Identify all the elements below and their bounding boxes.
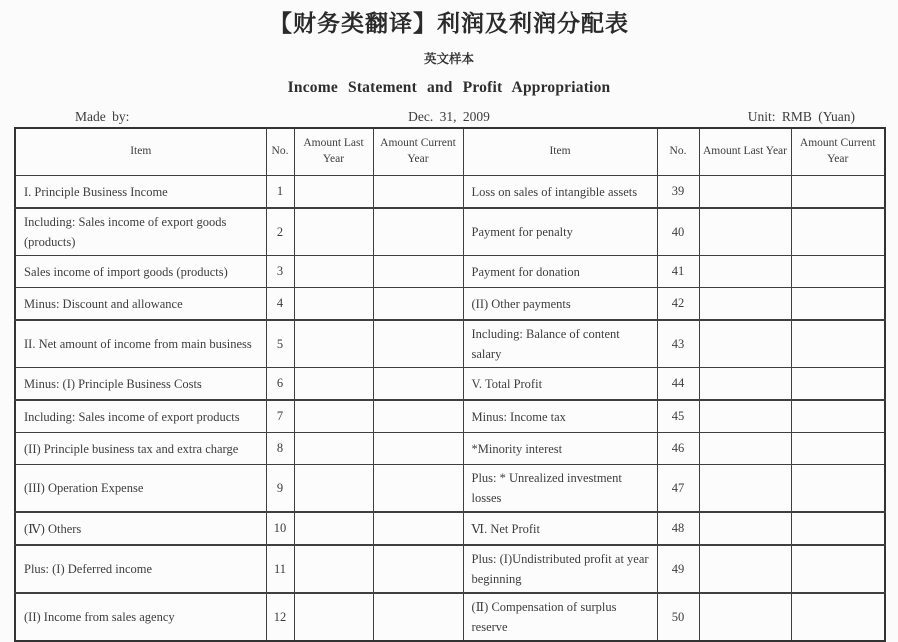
table-row <box>15 288 885 321</box>
item-cell-left: Including: Sales income of export products <box>15 400 266 433</box>
amount-current-cell-right <box>791 256 885 288</box>
amount-last-cell-right <box>699 176 791 209</box>
income-statement-table <box>14 127 886 642</box>
no-cell-left: 1 <box>266 176 294 209</box>
no-cell-right: 47 <box>657 465 699 513</box>
amount-current-cell-right <box>791 512 885 545</box>
amount-last-cell-left <box>294 512 373 545</box>
table-row <box>15 256 885 288</box>
item-cell-right: Loss on sales of intangible assets <box>463 176 657 209</box>
no-cell-left: 6 <box>266 368 294 401</box>
item-cell-left: Minus: Discount and allowance <box>15 288 266 321</box>
amount-last-cell-right <box>699 593 791 641</box>
page-title-english: Income Statement and Profit Appropriation <box>287 79 611 96</box>
table-row <box>15 400 885 433</box>
table-row <box>15 593 885 641</box>
column-header-amount-last-right: Amount Last Year <box>699 128 791 176</box>
item-cell-right: Payment for donation <box>463 256 657 288</box>
item-cell-left: (II) Principle business tax and extra charge <box>15 433 266 465</box>
item-cell-left: Plus: (I) Deferred income <box>15 545 266 593</box>
item-cell-right: (II) Other payments <box>463 288 657 321</box>
amount-current-cell-right <box>791 433 885 465</box>
table-header <box>15 128 885 176</box>
amount-current-cell-left <box>373 433 463 465</box>
amount-current-cell-left <box>373 545 463 593</box>
no-cell-right: 39 <box>657 176 699 209</box>
made-by-label: Made by: <box>75 109 130 124</box>
amount-current-cell-left <box>373 320 463 368</box>
amount-current-cell-right <box>791 368 885 401</box>
amount-last-cell-left <box>294 208 373 256</box>
amount-current-cell-right <box>791 545 885 593</box>
column-header-item-right: Item <box>463 128 657 176</box>
column-header-amount-last-left: Amount Last Year <box>294 128 373 176</box>
column-header-amount-current-right: Amount Current Year <box>791 128 885 176</box>
item-cell-right: Ⅵ. Net Profit <box>463 512 657 545</box>
no-cell-left: 11 <box>266 545 294 593</box>
item-cell-right: (Ⅱ) Compensation of surplus reserve <box>463 593 657 641</box>
item-cell-right: *Minority interest <box>463 433 657 465</box>
amount-last-cell-right <box>699 545 791 593</box>
item-cell-left: (II) Income from sales agency <box>15 593 266 641</box>
no-cell-right: 40 <box>657 208 699 256</box>
page-subtitle-chinese: 英文样本 <box>423 52 474 66</box>
amount-current-cell-right <box>791 400 885 433</box>
item-cell-right: Minus: Income tax <box>463 400 657 433</box>
no-cell-right: 44 <box>657 368 699 401</box>
amount-current-cell-left <box>373 512 463 545</box>
document-page <box>0 5 898 634</box>
item-cell-left: Including: Sales income of export goods (products) <box>15 208 266 256</box>
no-cell-left: 4 <box>266 288 294 321</box>
table-row <box>15 433 885 465</box>
no-cell-right: 43 <box>657 320 699 368</box>
item-cell-left: Minus: (I) Principle Business Costs <box>15 368 266 401</box>
amount-current-cell-left <box>373 465 463 513</box>
no-cell-right: 46 <box>657 433 699 465</box>
amount-last-cell-right <box>699 288 791 321</box>
amount-last-cell-right <box>699 465 791 513</box>
table-row <box>15 465 885 513</box>
amount-last-cell-right <box>699 433 791 465</box>
table-row <box>15 512 885 545</box>
amount-last-cell-right <box>699 400 791 433</box>
amount-current-cell-left <box>373 400 463 433</box>
table-row <box>15 176 885 209</box>
amount-current-cell-left <box>373 368 463 401</box>
amount-last-cell-right <box>699 320 791 368</box>
amount-last-cell-left <box>294 465 373 513</box>
statement-date: Dec. 31, 2009 <box>408 109 490 124</box>
table-meta-row <box>0 109 898 127</box>
column-header-amount-current-left: Amount Current Year <box>373 128 463 176</box>
amount-last-cell-right <box>699 512 791 545</box>
table-row <box>15 368 885 401</box>
amount-last-cell-left <box>294 288 373 321</box>
amount-current-cell-right <box>791 593 885 641</box>
no-cell-right: 48 <box>657 512 699 545</box>
amount-current-cell-left <box>373 288 463 321</box>
amount-last-cell-left <box>294 545 373 593</box>
no-cell-right: 49 <box>657 545 699 593</box>
amount-current-cell-right <box>791 208 885 256</box>
item-cell-right: Payment for penalty <box>463 208 657 256</box>
no-cell-left: 3 <box>266 256 294 288</box>
amount-current-cell-right <box>791 465 885 513</box>
no-cell-right: 50 <box>657 593 699 641</box>
amount-last-cell-right <box>699 256 791 288</box>
amount-last-cell-left <box>294 593 373 641</box>
amount-current-cell-left <box>373 176 463 209</box>
no-cell-left: 10 <box>266 512 294 545</box>
amount-last-cell-left <box>294 320 373 368</box>
amount-current-cell-left <box>373 256 463 288</box>
item-cell-left: (Ⅳ) Others <box>15 512 266 545</box>
item-cell-left: II. Net amount of income from main business <box>15 320 266 368</box>
column-header-item-left: Item <box>15 128 266 176</box>
amount-current-cell-right <box>791 320 885 368</box>
item-cell-right: Plus: (I)Undistributed profit at year beginning <box>463 545 657 593</box>
no-cell-right: 41 <box>657 256 699 288</box>
amount-last-cell-right <box>699 368 791 401</box>
table-row <box>15 208 885 256</box>
amount-last-cell-right <box>699 208 791 256</box>
table-body <box>15 176 885 642</box>
amount-current-cell-left <box>373 208 463 256</box>
currency-unit-label: Unit: RMB (Yuan) <box>747 109 855 124</box>
column-header-no-left: No. <box>266 128 294 176</box>
item-cell-right: V. Total Profit <box>463 368 657 401</box>
amount-current-cell-right <box>791 176 885 209</box>
header-row <box>15 128 885 176</box>
amount-current-cell-right <box>791 288 885 321</box>
item-cell-left: (III) Operation Expense <box>15 465 266 513</box>
no-cell-left: 12 <box>266 593 294 641</box>
amount-last-cell-left <box>294 176 373 209</box>
table-row <box>15 545 885 593</box>
item-cell-right: Including: Balance of content salary <box>463 320 657 368</box>
amount-last-cell-left <box>294 368 373 401</box>
no-cell-left: 5 <box>266 320 294 368</box>
no-cell-right: 45 <box>657 400 699 433</box>
column-header-no-right: No. <box>657 128 699 176</box>
no-cell-left: 7 <box>266 400 294 433</box>
page-title-chinese: 【财务类翻译】利润及利润分配表 <box>269 11 629 36</box>
no-cell-right: 42 <box>657 288 699 321</box>
amount-last-cell-left <box>294 433 373 465</box>
amount-current-cell-left <box>373 593 463 641</box>
item-cell-right: Plus: * Unrealized investment losses <box>463 465 657 513</box>
table-row <box>15 320 885 368</box>
item-cell-left: Sales income of import goods (products) <box>15 256 266 288</box>
no-cell-left: 2 <box>266 208 294 256</box>
item-cell-left: I. Principle Business Income <box>15 176 266 209</box>
amount-last-cell-left <box>294 400 373 433</box>
amount-last-cell-left <box>294 256 373 288</box>
no-cell-left: 9 <box>266 465 294 513</box>
no-cell-left: 8 <box>266 433 294 465</box>
